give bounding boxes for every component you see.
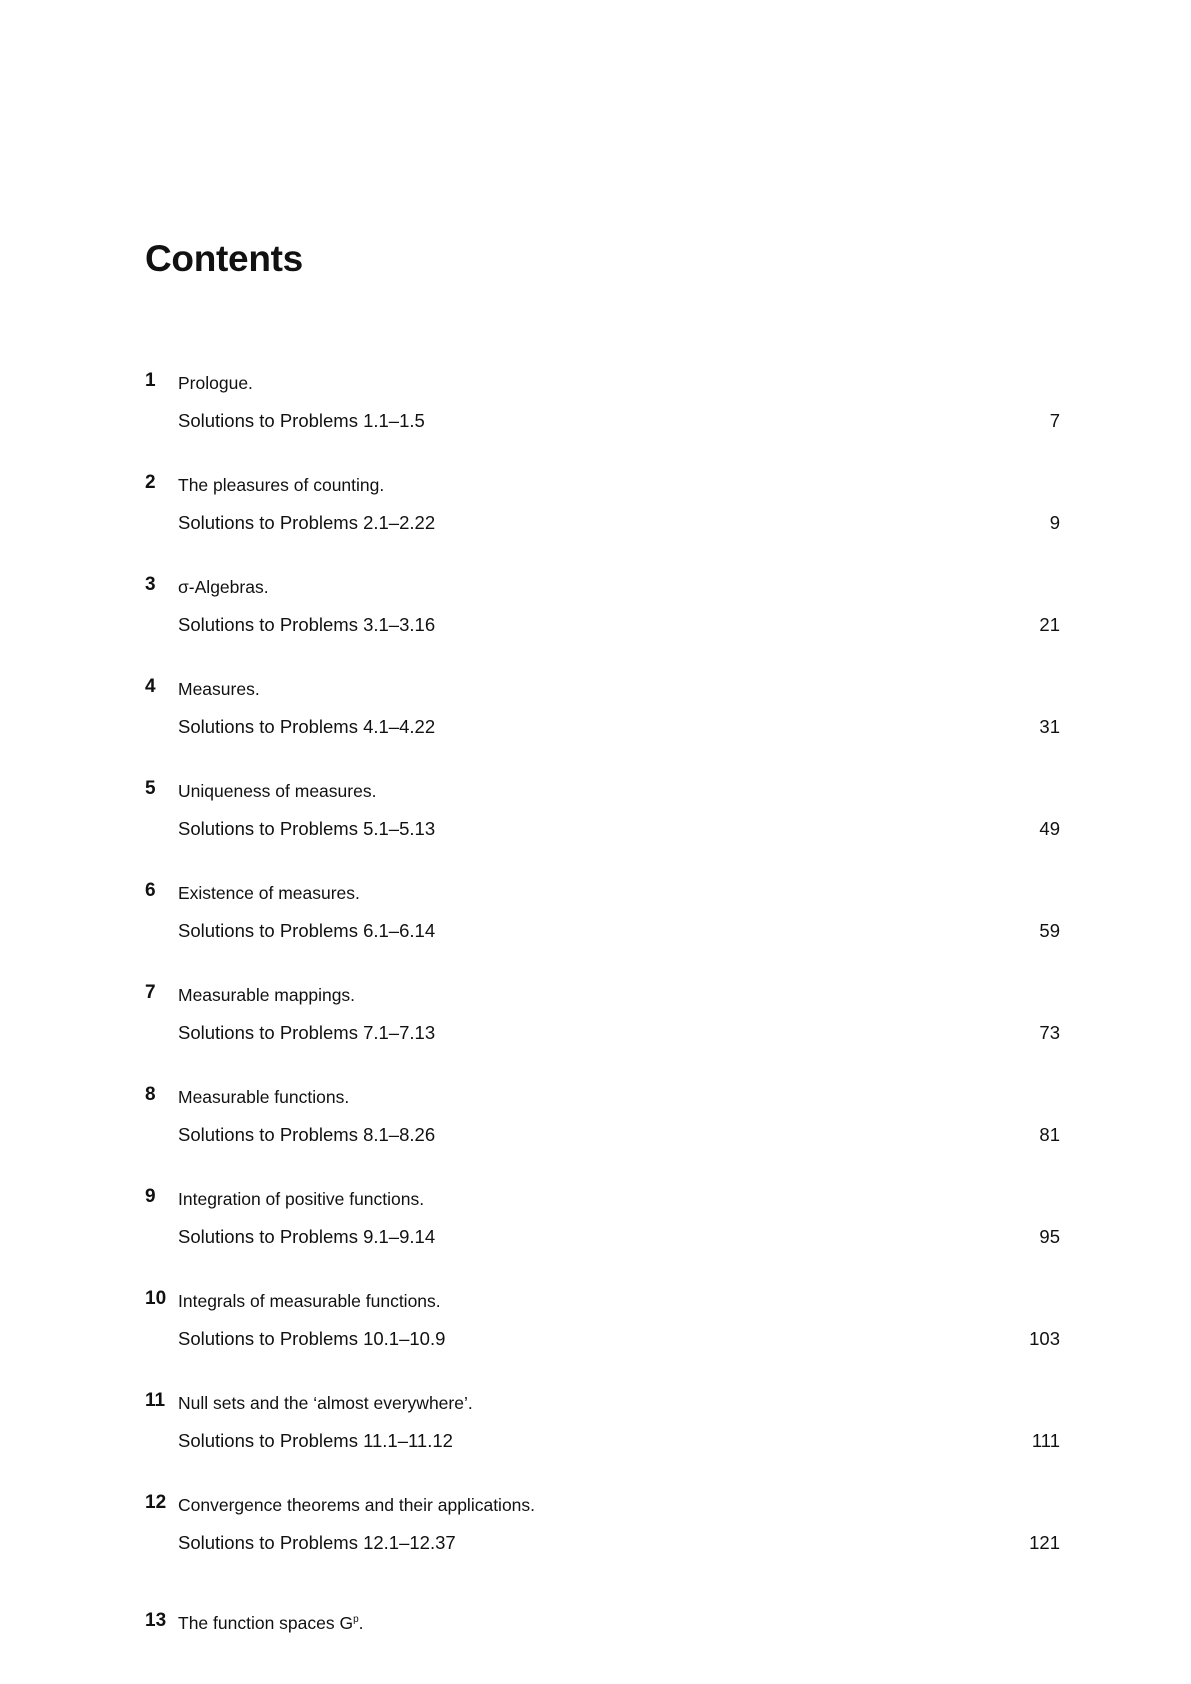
chapter-number: 8 — [145, 1084, 156, 1105]
page-number: 31 — [1039, 716, 1060, 737]
solutions-line: Solutions to Problems 12.1–12.37 — [178, 1532, 456, 1553]
chapter-title: Existence of measures. — [178, 883, 360, 903]
toc-entry — [145, 1084, 1060, 1186]
toc-entry — [145, 982, 1060, 1084]
chapter-title: Null sets and the ‘almost everywhere’. — [178, 1393, 473, 1413]
page-number: 49 — [1039, 818, 1060, 839]
solutions-line: Solutions to Problems 3.1–3.16 — [178, 614, 436, 635]
page-number: 59 — [1039, 920, 1060, 941]
solutions-line: Solutions to Problems 4.1–4.22 — [178, 716, 436, 737]
chapter-number: 1 — [145, 370, 156, 391]
chapter-number: 5 — [145, 778, 156, 799]
solutions-line: Solutions to Problems 2.1–2.22 — [178, 512, 436, 533]
chapter-title: Measures. — [178, 679, 260, 699]
page-number: 7 — [1049, 410, 1060, 431]
chapter-number: 12 — [145, 1492, 167, 1513]
page-number: 95 — [1039, 1226, 1060, 1247]
page-number: 111 — [1031, 1430, 1060, 1451]
chapter-number: 9 — [145, 1186, 156, 1207]
solutions-line: Solutions to Problems 10.1–10.9 — [178, 1328, 446, 1349]
solutions-line: Solutions to Problems 11.1–11.12 — [178, 1430, 453, 1451]
page-title: Contents — [145, 238, 303, 279]
page-number: 103 — [1029, 1328, 1060, 1349]
solutions-line: Solutions to Problems 1.1–1.5 — [178, 410, 425, 431]
chapter-title: The pleasures of counting. — [178, 475, 385, 495]
chapter-number: 4 — [145, 676, 156, 697]
solutions-line: Solutions to Problems 7.1–7.13 — [178, 1022, 436, 1043]
chapter-title: Integrals of measurable functions. — [178, 1291, 441, 1311]
toc-entry — [145, 1492, 1060, 1594]
superscript-p: p — [353, 1614, 359, 1626]
page-number: 81 — [1039, 1124, 1060, 1145]
chapter-title-period: . — [358, 1613, 364, 1633]
solutions-line: Solutions to Problems 8.1–8.26 — [178, 1124, 436, 1145]
chapter-number: 7 — [145, 982, 156, 1003]
toc-entry — [145, 1390, 1060, 1492]
table-of-contents — [145, 370, 1060, 1594]
toc-entry — [145, 778, 1060, 880]
chapter-number: 3 — [145, 574, 156, 595]
page-number: 9 — [1049, 512, 1060, 533]
chapter-title: Uniqueness of measures. — [178, 781, 377, 801]
toc-entry — [145, 1288, 1060, 1390]
page-number: 21 — [1039, 614, 1060, 635]
solutions-line: Solutions to Problems 5.1–5.13 — [178, 818, 436, 839]
chapter-number: 10 — [145, 1288, 167, 1309]
chapter-title: Measurable functions. — [178, 1087, 350, 1107]
chapter-title: Measurable mappings. — [178, 985, 356, 1005]
toc-entry — [145, 574, 1060, 676]
chapter-number: 13 — [145, 1610, 167, 1631]
toc-entry — [145, 370, 1060, 472]
solutions-line: Solutions to Problems 6.1–6.14 — [178, 920, 436, 941]
chapter-title: Convergence theorems and their applications. — [178, 1495, 536, 1515]
page-number: 121 — [1029, 1532, 1060, 1553]
toc-entry — [145, 880, 1060, 982]
chapter-title: σ-Algebras. — [178, 577, 269, 597]
chapter-title-text: The function spaces G — [178, 1613, 354, 1633]
chapter-title — [178, 1613, 364, 1634]
chapter-number: 2 — [145, 472, 156, 493]
toc-entry — [145, 472, 1060, 574]
chapter-title: Integration of positive functions. — [178, 1189, 425, 1209]
chapter-number: 6 — [145, 880, 156, 901]
toc-entry — [145, 676, 1060, 778]
toc-entry — [145, 1186, 1060, 1288]
chapter-number: 11 — [145, 1390, 166, 1411]
solutions-line: Solutions to Problems 9.1–9.14 — [178, 1226, 436, 1247]
page-number: 73 — [1039, 1022, 1060, 1043]
chapter-title: Prologue. — [178, 373, 253, 393]
